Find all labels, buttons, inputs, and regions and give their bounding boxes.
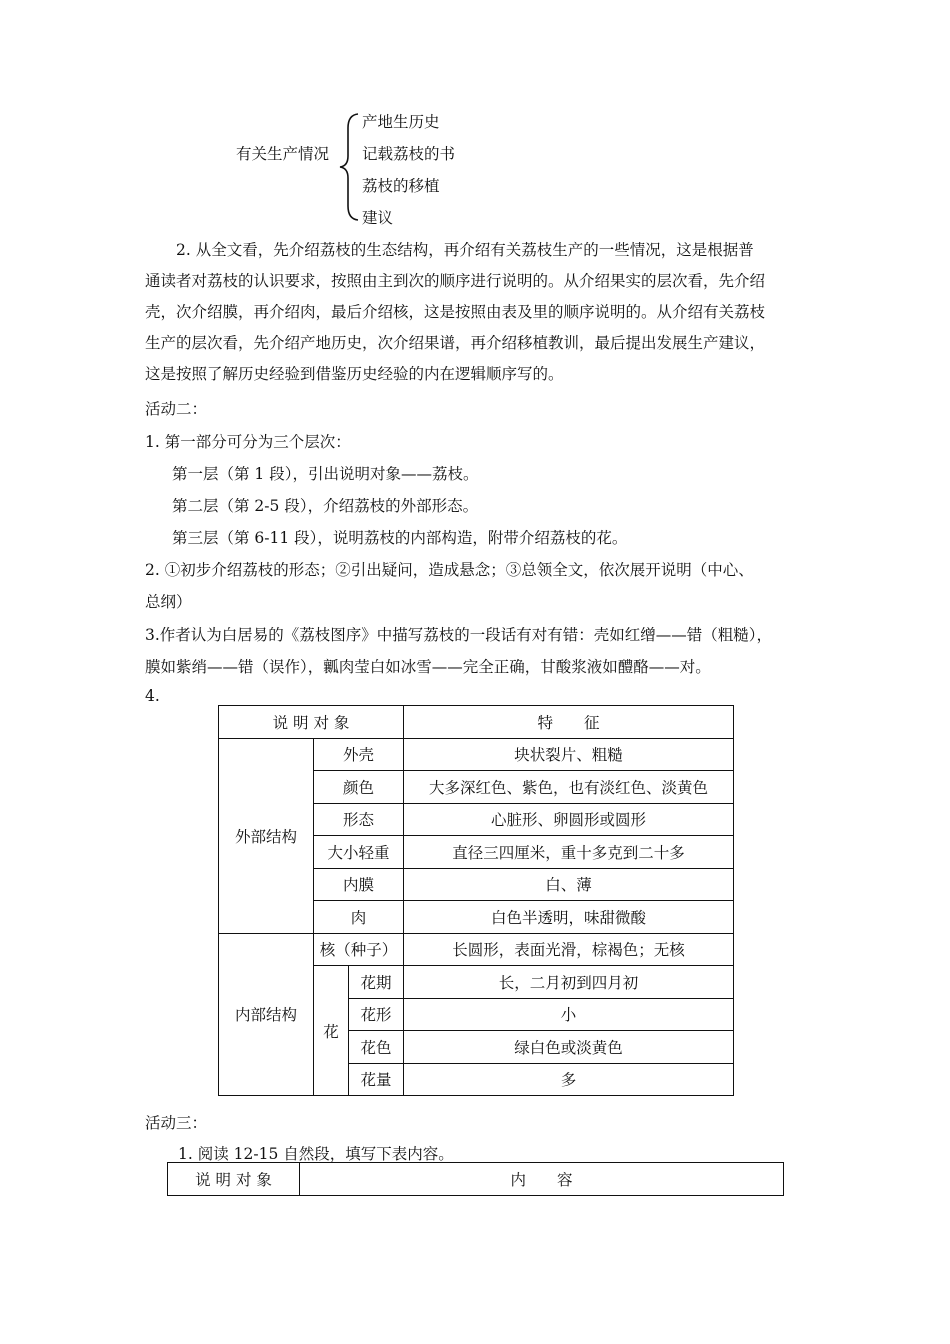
row-value: 长，二月初到四月初	[404, 966, 734, 999]
row-name: 花形	[349, 998, 404, 1031]
row-name: 形态	[314, 803, 404, 836]
content-table	[167, 1162, 784, 1196]
row-name: 外壳	[314, 738, 404, 771]
activity2-item3-cont: 膜如紫绡——错（误作），瓤肉莹白如冰雪——完全正确，甘酸浆液如醴酪——对。	[145, 658, 711, 676]
row-name: 内膜	[314, 868, 404, 901]
row-name: 花量	[349, 1063, 404, 1096]
group-outer: 外部结构	[219, 738, 314, 933]
row-name: 大小轻重	[314, 836, 404, 869]
para-line: 通读者对荔枝的认识要求，按照由主到次的顺序进行说明的。从介绍果实的层次看，先介绍	[145, 272, 766, 290]
activity2-item2: 2. ①初步介绍荔枝的形态；②引出疑问，造成悬念；③总领全文，依次展开说明（中心、	[145, 561, 754, 579]
lychee-feature-table	[218, 705, 734, 1096]
brace-icon	[338, 112, 362, 222]
row-value: 直径三四厘米，重十多克到二十多	[404, 836, 734, 869]
row-name: 肉	[314, 901, 404, 934]
table-row	[219, 933, 734, 966]
row-value: 多	[404, 1063, 734, 1096]
table-header-row	[168, 1163, 784, 1196]
header-content: 内 容	[300, 1163, 784, 1196]
activity2-item1: 1. 第一部分可分为三个层次：	[145, 433, 351, 451]
outline-item: 记载荔枝的书	[362, 145, 456, 163]
row-value: 绿白色或淡黄色	[404, 1031, 734, 1064]
row-value: 白色半透明，味甜微酸	[404, 901, 734, 934]
para-line: 2. 从全文看，先介绍荔枝的生态结构，再介绍有关荔枝生产的一些情况，这是根据普	[176, 241, 754, 259]
group-inner: 内部结构	[219, 933, 314, 1096]
activity3-item1: 1. 阅读 12-15 自然段，填写下表内容。	[178, 1145, 454, 1163]
table-row	[219, 738, 734, 771]
outline-item: 产地生历史	[362, 113, 440, 131]
para-line: 生产的层次看，先介绍产地历史，次介绍果谱，再介绍移植教训，最后提出发展生产建议，	[145, 334, 766, 352]
header-object: 说 明 对 象	[219, 706, 404, 739]
row-name: 核（种子）	[314, 933, 404, 966]
layer-line: 第一层（第 1 段），引出说明对象——荔枝。	[172, 465, 479, 483]
layer-line: 第二层（第 2-5 段），介绍荔枝的外部形态。	[172, 497, 479, 515]
row-value: 小	[404, 998, 734, 1031]
row-value: 心脏形、卵圆形或圆形	[404, 803, 734, 836]
activity2-item3: 3.作者认为白居易的《荔枝图序》中描写荔枝的一段话有对有错：壳如红缯——错（粗糙），	[145, 626, 773, 644]
row-value: 大多深红色、紫色，也有淡红色、淡黄色	[404, 771, 734, 804]
row-name: 花色	[349, 1031, 404, 1064]
table-header-row	[219, 706, 734, 739]
row-name: 花期	[349, 966, 404, 999]
row-value: 长圆形，表面光滑，棕褐色；无核	[404, 933, 734, 966]
row-value: 块状裂片、粗糙	[404, 738, 734, 771]
outline-label: 有关生产情况	[236, 145, 330, 163]
row-value: 白、薄	[404, 868, 734, 901]
activity2-item2-cont: 总纲）	[145, 593, 192, 611]
activity2-item4: 4.	[145, 687, 160, 705]
outline-item: 建议	[362, 209, 394, 227]
layer-line: 第三层（第 6-11 段），说明荔枝的内部构造，附带介绍荔枝的花。	[172, 529, 628, 547]
activity2-heading: 活动二：	[145, 400, 208, 418]
para-line: 这是按照了解历史经验到借鉴历史经验的内在逻辑顺序写的。	[145, 365, 564, 383]
header-object: 说 明 对 象	[168, 1163, 300, 1196]
activity3-heading: 活动三：	[145, 1114, 208, 1132]
row-name: 颜色	[314, 771, 404, 804]
header-feature: 特 征	[404, 706, 734, 739]
group-flower: 花	[314, 966, 349, 1096]
outline-item: 荔枝的移植	[362, 177, 440, 195]
para-line: 壳，次介绍膜，再介绍肉，最后介绍核，这是按照由表及里的顺序说明的。从介绍有关荔枝	[145, 303, 766, 321]
